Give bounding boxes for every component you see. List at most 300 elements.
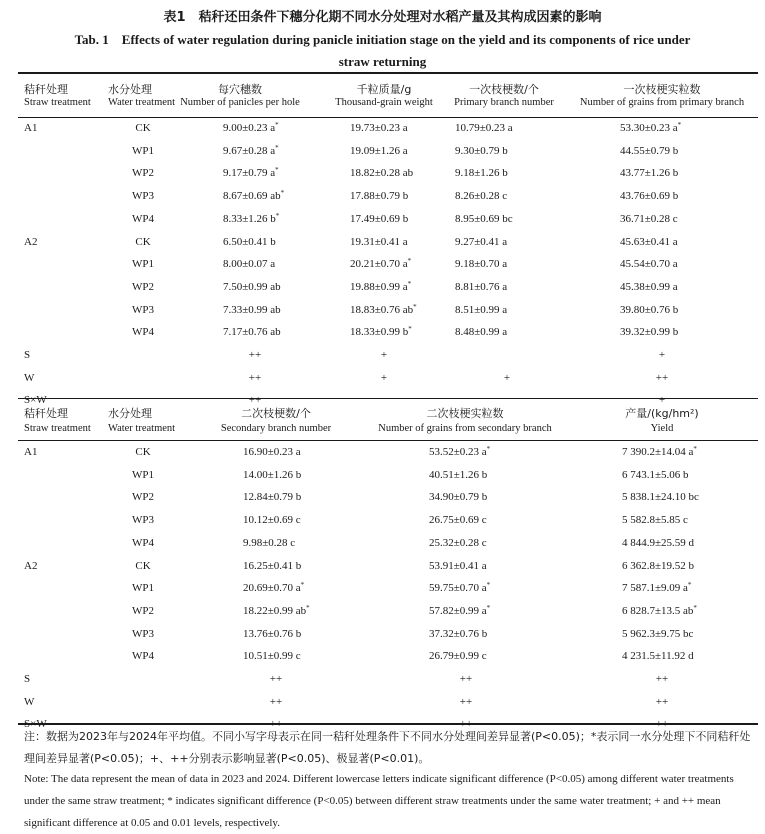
table1-row-5-col3-text: 9.27±0.41 a [455, 235, 508, 248]
table2-row-4-col1 [243, 537, 295, 549]
table2-row-2-water-text: WP2 [132, 491, 154, 504]
table2-row-8-water [132, 628, 154, 640]
table2-header-2-cn-text: 二次枝梗数/个 [241, 407, 311, 420]
table1-header-3-en-text: Thousand-grain weight [335, 97, 433, 108]
table1-row-0-col4 [620, 122, 681, 134]
table1-row-2-col4 [620, 167, 678, 179]
table1-row-1-col4 [620, 145, 678, 157]
section-rule [18, 398, 758, 399]
table1-row-7-col3-text: 8.81±0.76 a [455, 280, 508, 293]
table1-header-4-en [454, 97, 554, 108]
table1-row-3-water-text: WP3 [132, 190, 154, 203]
table1-row-5-water-text: CK [135, 235, 151, 248]
table1-row-4-col4-text: 36.71±0.28 c [620, 212, 678, 225]
table1-row-9-col3 [455, 326, 507, 338]
bottom-rule [18, 723, 758, 725]
table2-row-12-col2-text: ++ [459, 718, 473, 731]
table1-row-5-straw-text: A2 [24, 235, 38, 248]
table1-row-11-col2 [381, 372, 387, 384]
table2-row-11-straw-text: W [24, 695, 35, 708]
table1-row-4-col2-text: 17.49±0.69 b [350, 212, 409, 225]
table2-row-1-col1-text: 14.00±1.26 b [243, 468, 302, 481]
table1-row-10-col1 [249, 349, 261, 361]
table1-row-11-col4-text: ++ [655, 371, 669, 384]
table-title-cn: 表1 秸秆还田条件下穗分化期不同水分处理对水稻产量及其构成因素的影响 [163, 10, 602, 25]
table1-row-11-col1 [249, 372, 261, 384]
table2-row-6-col1 [243, 582, 304, 594]
table1-row-4-col1 [223, 213, 279, 225]
table1-row-3-col3 [455, 190, 507, 202]
table2-row-6-col3-significance-mark: * [687, 581, 692, 590]
table1-row-2-col1-significance-mark: * [275, 166, 279, 175]
table2-row-0-col1-text: 16.90±0.23 a [243, 446, 301, 458]
table2-header-2-cn [241, 405, 311, 421]
table1-header-3-cn [357, 81, 412, 97]
table2-row-0-col2 [429, 446, 490, 458]
table1-row-0-col1-text: 9.00±0.23 a [223, 122, 276, 134]
table1-row-6-col2 [350, 258, 411, 270]
table2-header-0-cn [24, 405, 68, 421]
table1-row-3-col3-text: 8.26±0.28 c [455, 190, 508, 203]
table2-row-0-col2-text: 53.52±0.23 a [429, 446, 487, 458]
table2-row-7-col1-significance-mark: * [306, 603, 310, 612]
table2-row-2-col1-text: 12.84±0.79 b [243, 491, 302, 504]
table1-row-0-straw-text: A1 [24, 122, 38, 134]
table1-row-11-col2-text: + [380, 371, 388, 384]
table2-row-4-col2 [429, 537, 487, 549]
table1-row-9-water-text: WP4 [132, 326, 154, 339]
header-rule-1 [18, 117, 758, 118]
table1-row-9-water [132, 326, 154, 338]
table1-row-8-col2-significance-mark: * [413, 302, 417, 311]
table2-row-1-col2 [429, 469, 487, 481]
table2-row-5-water-text: CK [135, 559, 151, 572]
table2-header-0-cn-text: 秸秆处理 [24, 407, 68, 420]
table2-row-4-col2-text: 25.32±0.28 c [429, 536, 487, 549]
table1-row-3-col2 [350, 190, 408, 202]
table2-row-10-col1 [270, 673, 282, 685]
table1-row-10-straw-text: S [24, 349, 31, 361]
table1-row-4-water [132, 213, 154, 225]
table1-row-7-col1-text: 7.50±0.99 ab [223, 280, 281, 293]
table2-row-10-col2-text: ++ [459, 673, 473, 685]
table1-row-1-col1-significance-mark: * [275, 143, 279, 152]
table2-row-5-col1 [243, 560, 301, 572]
top-rule [18, 72, 758, 74]
table1-row-10-straw [24, 349, 30, 361]
table1-row-8-col2-text: 18.83±0.76 ab [350, 303, 414, 316]
table2-row-6-water [132, 582, 154, 594]
table1-row-6-col1-text: 8.00±0.07 a [223, 258, 276, 271]
table1-row-1-water-text: WP1 [132, 144, 154, 157]
table2-header-0-en [24, 423, 91, 434]
table1-row-8-col1 [223, 304, 281, 316]
table2-header-1-en-text: Water treatment [108, 423, 176, 434]
table2-header-1-en [108, 423, 175, 434]
table2-row-3-water-text: WP3 [132, 514, 154, 527]
table2-row-8-col2 [429, 628, 487, 640]
table1-header-5-en-text: Number of grains from primary branch [579, 97, 745, 108]
table2-row-7-col3-text: 6 828.7±13.5 ab [622, 604, 694, 617]
table1-header-4-en-text: Primary branch number [454, 97, 554, 108]
table2-row-0-water-text: CK [135, 446, 151, 458]
table1-row-9-col1 [223, 326, 281, 338]
table2-row-8-col1 [243, 628, 301, 640]
table1-row-3-col4-text: 43.76±0.69 b [620, 190, 679, 203]
table1-row-10-col4 [659, 349, 665, 361]
table2-row-11-col2-text: ++ [459, 695, 473, 708]
table1-row-3-water [132, 190, 154, 202]
table1-row-1-water [132, 145, 154, 157]
table2-row-6-col2-significance-mark: * [486, 581, 491, 590]
table2-header-3-cn-text: 二次枝梗实粒数 [426, 407, 504, 420]
table1-row-11-col3-text: + [503, 371, 511, 384]
table1-row-0-water [135, 122, 150, 134]
table2-row-2-col2-text: 34.90±0.79 b [429, 491, 488, 504]
table2-row-4-water-text: WP4 [132, 536, 154, 549]
table2-row-6-col1-text: 20.69±0.70 a [243, 582, 301, 595]
table2-row-0-col3-significance-mark: * [693, 445, 697, 453]
table2-row-12-col1-text: ++ [269, 718, 283, 731]
table2-row-7-col2-significance-mark: * [486, 603, 491, 612]
table1-row-0-col1-significance-mark: * [275, 121, 279, 129]
table2-row-2-col1 [243, 491, 301, 503]
table2-header-3-en [378, 423, 551, 434]
table1-row-4-col4 [620, 213, 678, 225]
table2-row-3-col2-text: 26.75±0.69 c [429, 514, 487, 527]
table2-header-4-en [651, 423, 674, 434]
table1-row-8-water-text: WP3 [132, 303, 154, 316]
table2-row-9-col1-text: 10.51±0.99 c [243, 650, 301, 663]
table1-row-7-col3 [455, 281, 507, 293]
table2-row-0-col3-text: 7 390.2±14.04 a [622, 446, 694, 458]
header-rule-2 [18, 440, 758, 441]
table2-header-3-cn [427, 405, 504, 421]
table2-row-9-water-text: WP4 [132, 650, 154, 663]
table2-row-10-col3-text: ++ [655, 673, 669, 685]
table1-row-1-col2 [350, 145, 408, 157]
table1-row-5-col1 [223, 236, 276, 248]
table2-row-6-col1-significance-mark: * [300, 581, 305, 590]
table1-row-11-col4 [656, 372, 668, 384]
table1-header-3-cn-text: 千粒质量/g [356, 83, 412, 96]
table2-row-3-col1-text: 10.12±0.69 c [243, 514, 301, 527]
table2-row-4-col3 [622, 537, 694, 549]
table1-row-0-col3 [455, 122, 513, 134]
table1-row-8-col4-text: 39.80±0.76 b [620, 303, 679, 316]
table1-row-5-col2 [350, 236, 408, 248]
table1-row-2-water [132, 167, 154, 179]
table2-row-4-col1-text: 9.98±0.28 c [243, 536, 296, 549]
table1-header-2-cn-text: 每穴穗数 [218, 83, 262, 96]
table1-row-6-col2-text: 20.21±0.70 a [350, 258, 408, 271]
table2-row-3-col2 [429, 514, 487, 526]
table1-row-7-water-text: WP2 [132, 280, 154, 293]
table2-row-6-col3-text: 7 587.1±9.09 a [622, 582, 688, 595]
table2-header-2-en-text: Secondary branch number [220, 423, 332, 434]
table1-row-7-col2-significance-mark: * [407, 279, 412, 288]
table1-header-5-cn [624, 81, 701, 97]
table1-row-8-col2 [350, 304, 417, 316]
table2-header-0-en-text: Straw treatment [24, 423, 91, 434]
table2-row-0-col2-significance-mark: * [486, 445, 491, 453]
table1-row-10-col2-text: + [380, 349, 388, 361]
note-cn: 注：数据为2023年与2024年平均值。不同小写字母表示在同一秸秆处理条件下不同水分处理间差异显著(P<0.05)；*表示同一水分处理下不同秸秆处理间差异显著(P<0.05)；+、++分别表示影响显著(P<0.05)、极显著(P<0.01)。 [24, 730, 751, 765]
table2-row-7-col3-significance-mark: * [693, 603, 697, 612]
table1-row-12-straw-text: S×W [24, 394, 47, 407]
note-en: Note: The data represent the mean of data in 2023 and 2024. Different lowercase letters indicate significant difference (P<0.05) among different water treatments under the same straw treatment; * indicates significant difference (P<0.05) between different straw treatments under the same water treatment; + and ++ mean significant difference at 0.05 and 0.01 levels, respectively. [24, 773, 734, 829]
table1-row-11-col3 [504, 372, 510, 384]
table2-row-11-col2 [460, 696, 472, 708]
table2-row-1-col1 [243, 469, 301, 481]
table1-header-0-cn [24, 81, 68, 97]
table1-row-11-straw-text: W [24, 371, 35, 384]
table2-row-2-col2 [429, 491, 487, 503]
table2-row-5-water [135, 560, 150, 572]
table1-row-5-col3 [455, 236, 507, 248]
table1-row-1-col3-text: 9.30±0.79 b [455, 144, 508, 157]
table2-row-10-col2 [460, 673, 472, 685]
table1-row-6-col1 [223, 258, 275, 270]
table2-row-8-col3 [622, 628, 693, 640]
table2-row-1-water [132, 469, 154, 481]
table2-header-1-cn [108, 405, 152, 421]
table1-row-2-col3-text: 9.18±1.26 b [455, 167, 508, 180]
table1-header-1-cn-text: 水分处理 [108, 83, 152, 96]
table2-row-2-water [132, 491, 154, 503]
table1-header-4-cn [469, 81, 539, 97]
table1-row-1-col4-text: 44.55±0.79 b [620, 144, 679, 157]
table2-row-7-col2-text: 57.82±0.99 a [429, 604, 487, 617]
table1-row-12-col1-text: ++ [248, 394, 262, 407]
table1-row-3-col2-text: 17.88±0.79 b [350, 190, 409, 203]
table2-row-0-straw [24, 446, 37, 458]
table2-row-6-water-text: WP1 [132, 582, 154, 595]
table1-row-7-col1 [223, 281, 281, 293]
table1-row-1-col3 [455, 145, 508, 157]
table1-row-10-col4-text: + [658, 349, 666, 361]
table1-row-11-col1-text: ++ [248, 371, 262, 384]
table1-row-2-col2 [350, 167, 413, 179]
table1-row-8-col4 [620, 304, 678, 316]
table1-row-9-col2-significance-mark: * [408, 325, 412, 334]
table2-row-4-col3-text: 4 844.9±25.59 d [622, 536, 695, 549]
table1-row-7-col2 [350, 281, 411, 293]
table1-header-1-en-text: Water treatment [108, 97, 176, 108]
table1-header-0-cn-text: 秸秆处理 [24, 83, 68, 96]
table1-row-0-col4-text: 53.30±0.23 a [620, 122, 678, 134]
table1-row-5-col2-text: 19.31±0.41 a [350, 235, 408, 248]
table1-row-6-col4-text: 45.54±0.70 a [620, 258, 678, 271]
table2-row-0-water [135, 446, 150, 458]
table1-row-6-col3-text: 9.18±0.70 a [455, 258, 508, 271]
table1-row-8-water [132, 304, 154, 316]
table2-row-7-col3 [622, 605, 697, 617]
table1-row-6-col2-significance-mark: * [407, 257, 412, 266]
table1-row-3-col1 [223, 190, 284, 202]
table2-row-5-col3-text: 6 362.8±19.52 b [622, 559, 695, 572]
table-title-en: Tab. 1 Effects of water regulation during panicle initiation stage on the yield and its components of rice under straw returning [74, 32, 691, 69]
table2-row-1-col3 [622, 469, 689, 481]
table2-row-2-col3-text: 5 838.1±24.10 bc [622, 491, 699, 504]
table1-header-2-cn [218, 81, 262, 97]
table2-row-7-col1 [243, 605, 310, 617]
table1-row-4-col2 [350, 213, 408, 225]
table1-row-11-straw [24, 372, 34, 384]
table2-row-5-col1-text: 16.25±0.41 b [243, 559, 302, 572]
table2-row-11-col1 [270, 696, 282, 708]
table1-header-1-en [108, 97, 175, 108]
table1-row-0-straw [24, 122, 37, 134]
table1-row-1-col1-text: 9.67±0.28 a [223, 144, 276, 157]
table1-header-1-cn [108, 81, 152, 97]
table2-row-5-col3 [622, 560, 694, 572]
table2-row-6-col2 [429, 582, 490, 594]
table2-row-10-straw [24, 673, 30, 685]
table1-row-4-water-text: WP4 [132, 212, 154, 225]
table1-header-4-cn-text: 一次枝梗数/个 [469, 83, 539, 96]
table1-header-5-cn-text: 一次枝梗实粒数 [623, 83, 701, 96]
table1-row-4-col3-text: 8.95±0.69 bc [455, 212, 513, 225]
table2-row-3-col3-text: 5 582.8±5.85 c [622, 514, 688, 527]
table1-row-2-col2-text: 18.82±0.28 ab [350, 167, 414, 180]
table2-row-5-straw-text: A2 [24, 559, 38, 572]
table2-row-6-col3 [622, 582, 691, 594]
table1-row-5-water [135, 236, 150, 248]
table1-row-10-col2 [381, 349, 387, 361]
table2-row-9-col1 [243, 650, 301, 662]
table2-row-5-col2-text: 53.91±0.41 a [429, 559, 487, 572]
table2-row-7-col2 [429, 605, 490, 617]
table1-row-5-col1-text: 6.50±0.41 b [223, 235, 276, 248]
table2-row-6-col2-text: 59.75±0.70 a [429, 582, 487, 595]
table2-row-11-col3 [656, 696, 668, 708]
table2-row-7-water [132, 605, 154, 617]
table2-row-9-col2-text: 26.79±0.99 c [429, 650, 487, 663]
table2-row-3-col1 [243, 514, 301, 526]
table1-row-6-water [132, 258, 154, 270]
table1-row-0-col1 [223, 122, 279, 134]
table2-row-1-water-text: WP1 [132, 468, 154, 481]
table2-row-8-col2-text: 37.32±0.76 b [429, 627, 488, 640]
table1-row-2-col4-text: 43.77±1.26 b [620, 167, 679, 180]
table1-row-2-col3 [455, 167, 508, 179]
table1-row-0-col3-text: 10.79±0.23 a [455, 122, 513, 134]
table1-row-6-col3 [455, 258, 507, 270]
table2-row-5-straw [24, 560, 37, 572]
table1-row-4-col3 [455, 213, 513, 225]
table2-row-10-col1-text: ++ [269, 673, 283, 685]
table2-row-9-water [132, 650, 154, 662]
table1-header-2-en [180, 97, 300, 108]
table1-row-3-col1-text: 8.67±0.69 ab [223, 190, 281, 203]
table2-row-0-col1 [243, 446, 301, 458]
table1-row-9-col4 [620, 326, 678, 338]
table2-row-0-col3 [622, 446, 697, 458]
table1-row-3-col1-significance-mark: * [280, 189, 285, 198]
table1-row-6-water-text: WP1 [132, 258, 154, 271]
table1-row-2-col1-text: 9.17±0.79 a [223, 167, 276, 180]
table1-row-9-col2-text: 18.33±0.99 b [350, 326, 409, 339]
table1-row-7-col4-text: 45.38±0.99 a [620, 280, 678, 293]
table1-row-8-col3-text: 8.51±0.99 a [455, 303, 508, 316]
table1-header-5-en [580, 97, 744, 108]
table1-row-2-water-text: WP2 [132, 167, 154, 180]
table1-row-7-water [132, 281, 154, 293]
table1-row-0-col2-text: 19.73±0.23 a [350, 122, 408, 134]
table2-row-7-water-text: WP2 [132, 604, 154, 617]
table2-row-8-col1-text: 13.76±0.76 b [243, 627, 302, 640]
table1-row-9-col4-text: 39.32±0.99 b [620, 326, 679, 339]
table1-row-5-col4 [620, 236, 678, 248]
table1-row-12-col4-text: + [658, 394, 666, 407]
table2-header-4-cn [625, 405, 698, 421]
table2-header-1-cn-text: 水分处理 [108, 407, 152, 420]
table2-row-10-straw-text: S [24, 673, 31, 685]
table2-row-10-col3 [656, 673, 668, 685]
table2-row-3-water [132, 514, 154, 526]
table1-row-10-col1-text: ++ [248, 349, 262, 361]
table2-row-12-col3-text: ++ [655, 718, 669, 731]
table2-row-7-col1-text: 18.22±0.99 ab [243, 604, 307, 617]
table1-header-0-en-text: Straw treatment [24, 97, 91, 108]
table1-header-3-en [335, 97, 433, 108]
table1-row-7-col4 [620, 281, 678, 293]
table1-row-9-col3-text: 8.48±0.99 a [455, 326, 508, 339]
table2-row-11-straw [24, 696, 34, 708]
table2-row-4-water [132, 537, 154, 549]
table1-row-9-col2 [350, 326, 412, 338]
table1-row-5-col4-text: 45.63±0.41 a [620, 235, 678, 248]
table2-row-11-col1-text: ++ [269, 695, 283, 708]
table2-header-4-en-text: Yield [650, 423, 674, 434]
table2-row-9-col2 [429, 650, 487, 662]
table2-row-3-col3 [622, 514, 688, 526]
table1-header-0-en [24, 97, 91, 108]
table2-row-5-col2 [429, 560, 487, 572]
table1-row-1-col1 [223, 145, 279, 157]
table1-row-4-col1-text: 8.33±1.26 b [223, 212, 276, 225]
table1-row-4-col1-significance-mark: * [275, 211, 280, 220]
table1-row-3-col4 [620, 190, 678, 202]
table2-header-2-en [221, 423, 331, 434]
table1-row-5-straw [24, 236, 37, 248]
table2-row-2-col3 [622, 491, 699, 503]
table1-header-2-en-text: Number of panicles per hole [180, 97, 300, 108]
table2-row-1-col2-text: 40.51±1.26 b [429, 468, 488, 481]
table2-row-9-col3 [622, 650, 694, 662]
table1-row-0-water-text: CK [135, 122, 151, 134]
table1-row-8-col3 [455, 304, 507, 316]
table1-row-0-col2 [350, 122, 408, 134]
table1-row-1-col2-text: 19.09±1.26 a [350, 144, 408, 157]
table1-row-7-col2-text: 19.88±0.99 a [350, 280, 408, 293]
table2-header-3-en-text: Number of grains from secondary branch [378, 423, 552, 434]
table1-row-0-col4-significance-mark: * [677, 121, 682, 129]
table2-row-11-col3-text: ++ [655, 695, 669, 708]
table1-row-8-col1-text: 7.33±0.99 ab [223, 303, 281, 316]
table2-row-8-water-text: WP3 [132, 627, 154, 640]
table2-header-4-cn-text: 产量/(kg/hm²) [625, 407, 699, 420]
table2-row-9-col3-text: 4 231.5±11.92 d [622, 650, 694, 663]
table2-row-8-col3-text: 5 962.3±9.75 bc [622, 627, 694, 640]
table1-row-9-col1-text: 7.17±0.76 ab [223, 326, 281, 339]
table2-row-0-straw-text: A1 [24, 446, 38, 458]
table1-row-6-col4 [620, 258, 678, 270]
table2-row-1-col3-text: 6 743.1±5.06 b [622, 468, 689, 481]
table1-row-2-col1 [223, 167, 279, 179]
table2-row-12-straw-text: S×W [24, 718, 47, 731]
